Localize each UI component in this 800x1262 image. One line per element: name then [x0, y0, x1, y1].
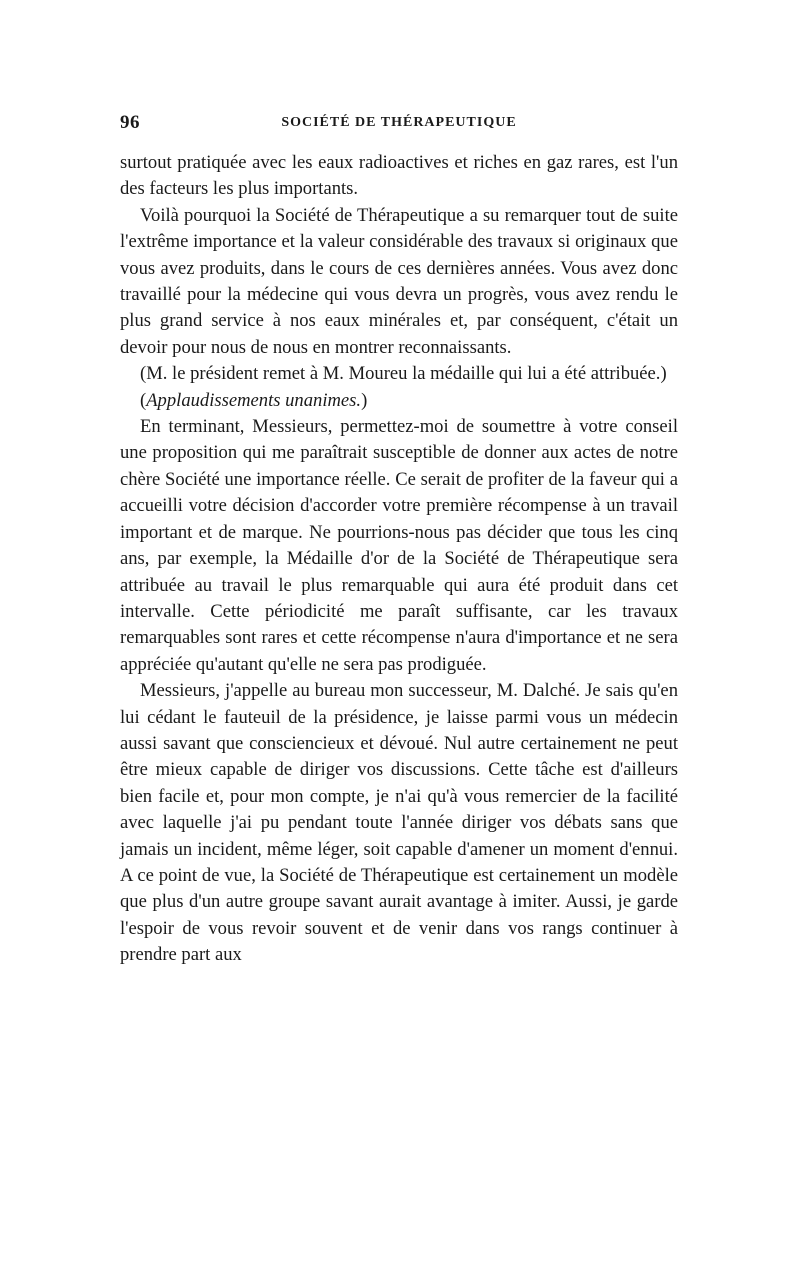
running-head: SOCIÉTÉ DE THÉRAPEUTIQUE	[281, 115, 517, 130]
close-parenthesis: )	[361, 389, 368, 411]
applause-note: Applaudissements unanimes.	[146, 389, 362, 411]
book-page	[120, 112, 678, 969]
open-parenthesis: (	[140, 389, 147, 411]
paragraph: Messieurs, j'appelle au bureau mon successeur, M. Dalché. Je sais qu'en lui cédant le fauteuil de la présidence, je laisse parmi vous un médecin aussi savant que consciencieux et dévoué. Nul autre certainement ne peut être mieux capable de diriger vos discussions. Cette tâche est d'ailleurs bien facile et, pour mon compte, je n'ai qu'à vous remercier de la facilité avec laquelle j'ai pu pendant toute l'année diriger vos débats sans que jamais un incident, même léger, soit capable d'amener un moment d'ennui. A ce point de vue, la Société de Thérapeutique est certainement un modèle que plus d'un autre groupe savant aurait avantage à imiter. Aussi, je garde l'espoir de vous revoir souvent et de venir dans vos rangs continuer à prendre part aux	[120, 680, 678, 966]
page-number: 96	[120, 112, 140, 133]
body-text	[120, 150, 678, 969]
paragraph: surtout pratiquée avec les eaux radioactives et riches en gaz rares, est l'un des facteurs les plus importants.	[120, 152, 678, 200]
stage-direction	[120, 388, 678, 414]
paragraph: (M. le président remet à M. Moureu la médaille qui lui a été attribuée.)	[140, 363, 667, 385]
paragraph: En terminant, Messieurs, permettez-moi de soumettre à votre conseil une proposition qui me paraîtrait susceptible de donner aux actes de notre chère Société une importance réelle. Ce serait de profiter de la faveur qui a accueilli votre décision d'accorder votre première récompense à un travail important et de marque. Ne pourrions-nous pas décider que tous les cinq ans, par exemple, la Médaille d'or de la Société de Thérapeutique sera attribuée au travail le plus remarquable qui aura été produit dans cet intervalle. Cette périodicité me paraît suffisante, car les travaux remarquables sont rares et cette récompense n'aura d'importance et ne sera appréciée qu'autant qu'elle ne sera pas prodiguée.	[120, 416, 678, 675]
paragraph: Voilà pourquoi la Société de Thérapeutique a su remarquer tout de suite l'extrême importance et la valeur considérable des travaux si originaux que vous avez produits, dans le cours de ces dernières années. Vous avez donc travaillé pour la médecine qui vous devra un progrès, vous avez rendu le plus grand service à nos eaux minérales et, par conséquent, c'était un devoir pour nous de nous en montrer reconnaissants.	[120, 204, 678, 358]
page-header	[120, 112, 678, 142]
